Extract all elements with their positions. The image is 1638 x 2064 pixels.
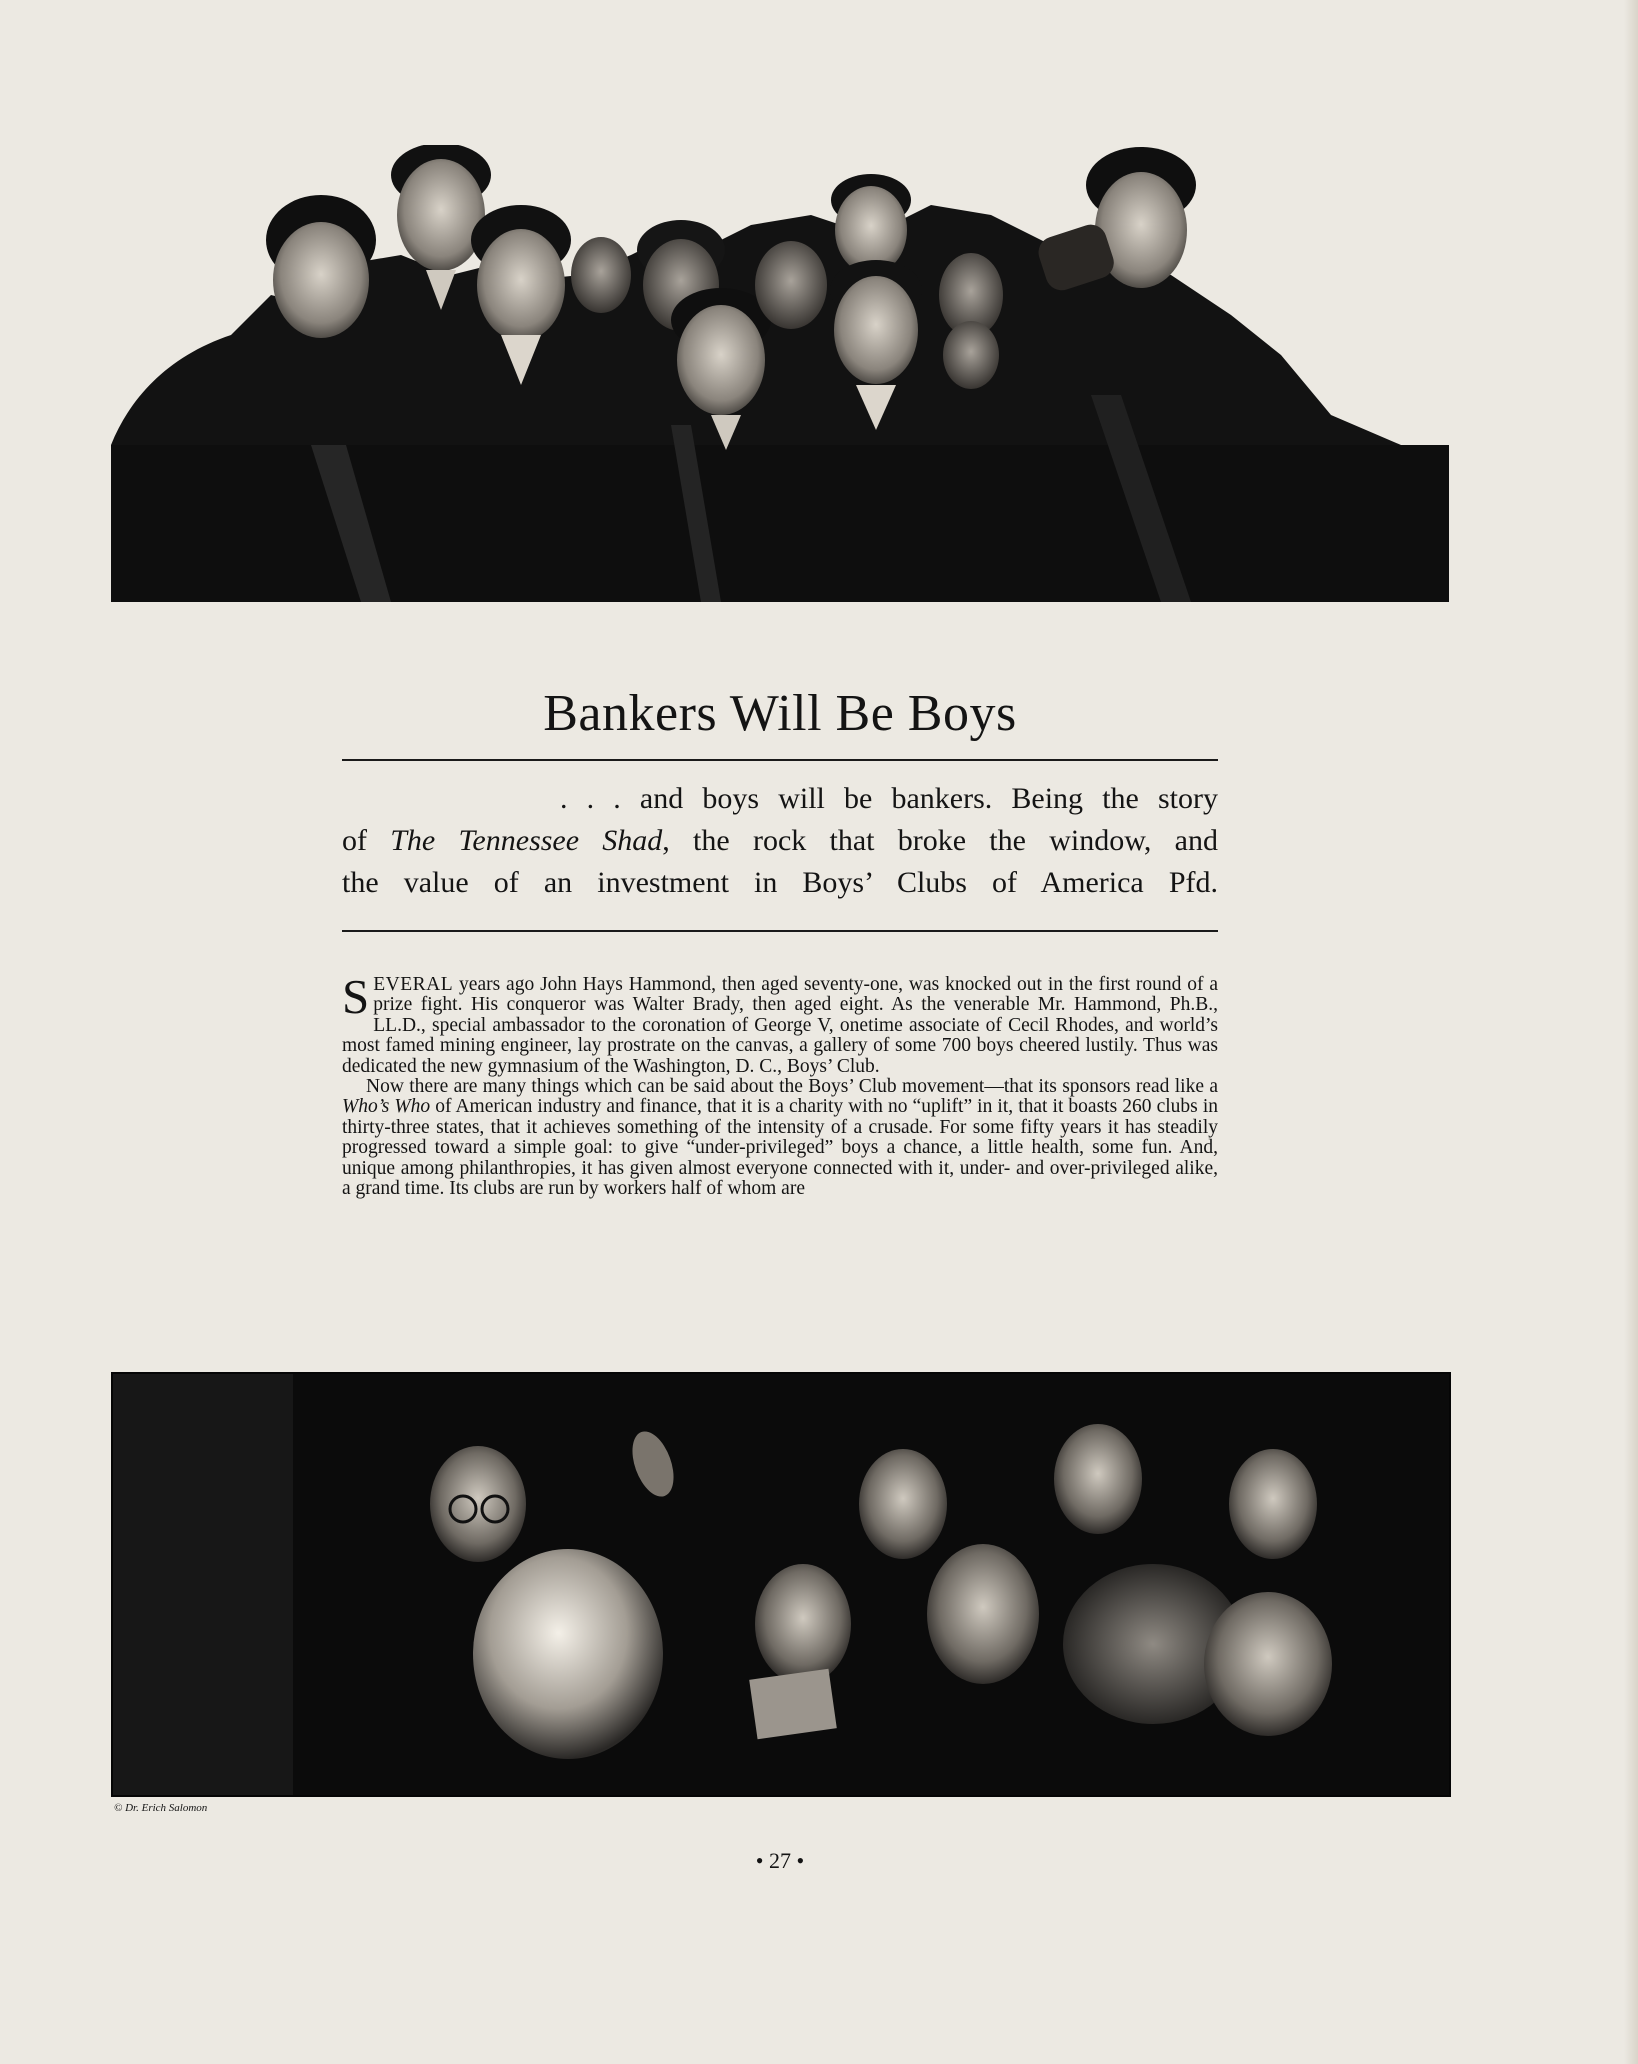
article-deck — [342, 778, 1218, 904]
top-photo-boys-group — [111, 145, 1449, 602]
deck-line-2 — [342, 820, 1218, 862]
deck-line-1: . . . and boys will be bankers. Being the story — [560, 782, 1218, 815]
deck-line-2-start: of — [342, 824, 391, 857]
body-paragraph-2 — [342, 1077, 1218, 1199]
paragraph-2-end: of American industry and finance, that it is a charity with no “uplift” in it, that it boasts 260 clubs in thirty-three states, that it achieves something of the intensity of a crusade. For some fifty years it has steadily progressed toward a simple goal: to give “under-privileged” boys a chance, a little health, some fun. And, unique among philanthropies, it has given almost everyone connected with it, under- and over-privileged alike, a grand time. Its clubs are run by workers half of whom are — [342, 1096, 1218, 1200]
paragraph-2-start: Now there are many things which can be said about the Boys’ Club movement—that its sponsors read like a — [366, 1076, 1218, 1098]
title-rule-top — [342, 759, 1218, 761]
lead-caps: EVERAL — [373, 974, 454, 995]
drop-cap: S — [342, 969, 370, 1024]
paragraph-2-italic: Who’s Who — [342, 1096, 431, 1118]
body-paragraph-1 — [342, 969, 1218, 1077]
article-title: Bankers Will Be Boys — [543, 685, 1017, 742]
deck-title-italic: The Tennessee Shad — [390, 824, 663, 857]
photo-credit: © Dr. Erich Salomon — [114, 1802, 208, 1814]
paragraph-1-text: years ago John Hays Hammond, then aged seventy-one, was knocked out in the first round of a prize fight. His conqueror was Walter Brady, then aged eight. As the venerable Mr. Hammond, Ph.B., LL.D., special ambassador to the coronation of George V, onetime associate of Cecil Rhodes, and world’s most famed mining engineer, lay prostrate on the canvas, a gallery of some 700 boys cheered lustily. Thus was dedicated the new gymnasium of the Washington, D. C., Boys’ Club. — [342, 974, 1218, 1077]
article-body — [342, 969, 1218, 1200]
page-number: • 27 • — [755, 1848, 805, 1873]
deck-line-2-end: , the rock that broke the window, and — [662, 824, 1218, 857]
bottom-photo-boys-crowd — [111, 1372, 1451, 1797]
page-edge — [1624, 0, 1638, 2064]
deck-line-3: the value of an investment in Boys’ Clubs of America Pfd. — [342, 866, 1218, 899]
deck-rule-bottom — [342, 930, 1218, 932]
